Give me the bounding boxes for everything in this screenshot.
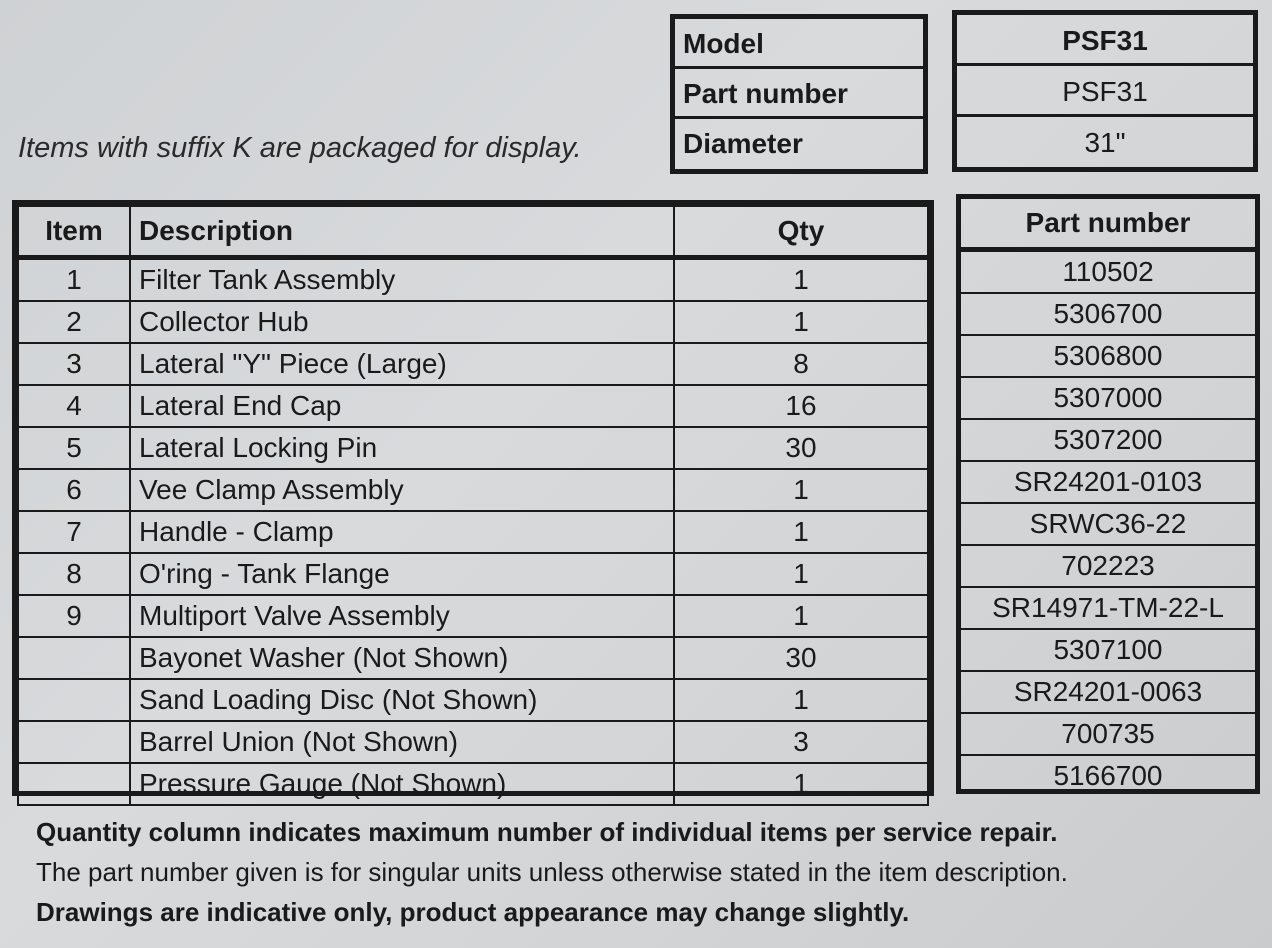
item-qty: 1 [674, 679, 928, 721]
item-description: Multiport Valve Assembly [130, 595, 674, 637]
model-spec-labels [670, 14, 928, 174]
part-number-cell: 5307000 [961, 377, 1255, 419]
part-number-cell: 702223 [961, 545, 1255, 587]
item-description: Filter Tank Assembly [130, 258, 674, 302]
item-description: O'ring - Tank Flange [130, 553, 674, 595]
footer-quantity-note: Quantity column indicates maximum number of individual items per service repair. [36, 817, 1058, 847]
spec-label-part-number: Part number [675, 69, 923, 119]
item-qty: 1 [674, 595, 928, 637]
table-row [18, 385, 928, 427]
table-row [18, 679, 928, 721]
item-description: Sand Loading Disc (Not Shown) [130, 679, 674, 721]
part-number-cell: 5306700 [961, 293, 1255, 335]
item-qty: 1 [674, 469, 928, 511]
item-qty: 30 [674, 427, 928, 469]
part-number-cell: 5166700 [1053, 760, 1163, 791]
item-description: Lateral Locking Pin [130, 427, 674, 469]
item-number: 6 [18, 469, 130, 511]
footer-notes [36, 812, 1272, 932]
table-row [18, 595, 928, 637]
part-number-cell: 5307200 [961, 419, 1255, 461]
table-row [18, 301, 928, 343]
item-qty: 3 [674, 721, 928, 763]
part-number-cell: 700735 [961, 713, 1255, 755]
item-description: Lateral "Y" Piece (Large) [130, 343, 674, 385]
part-number-cell: SR24201-0063 [961, 671, 1255, 713]
parts-table-header [18, 206, 928, 258]
table-row [18, 343, 928, 385]
item-number: 8 [18, 553, 130, 595]
item-number: 4 [18, 385, 130, 427]
header-description: Description [130, 206, 674, 258]
item-description: Barrel Union (Not Shown) [130, 721, 674, 763]
footer-drawings-note: Drawings are indicative only, product appearance may change slightly. [36, 897, 910, 927]
table-row [18, 763, 928, 805]
table-row [18, 511, 928, 553]
header-qty: Qty [674, 206, 928, 258]
spec-value-diameter: 31" [1084, 127, 1126, 158]
item-description: Handle - Clamp [130, 511, 674, 553]
item-qty: 16 [674, 385, 928, 427]
item-number [18, 721, 130, 763]
part-number-cell: 5307100 [961, 629, 1255, 671]
item-qty: 30 [674, 637, 928, 679]
table-row [18, 427, 928, 469]
spec-label-diameter: Diameter [683, 128, 803, 159]
part-number-cell: SR14971-TM-22-L [961, 587, 1255, 629]
part-number-cell: SR24201-0103 [961, 461, 1255, 503]
item-number: 2 [18, 301, 130, 343]
item-description: Bayonet Washer (Not Shown) [130, 637, 674, 679]
table-row [18, 258, 928, 302]
model-spec-values [952, 10, 1258, 172]
item-number: 9 [18, 595, 130, 637]
item-description: Pressure Gauge (Not Shown) [130, 763, 674, 805]
header-part-number: Part number [961, 199, 1255, 250]
item-qty: 1 [674, 258, 928, 302]
item-description: Lateral End Cap [130, 385, 674, 427]
item-number [18, 679, 130, 721]
spec-label-model: Model [675, 19, 923, 69]
item-description: Vee Clamp Assembly [130, 469, 674, 511]
item-qty: 1 [674, 763, 928, 805]
table-row [18, 721, 928, 763]
header-item: Item [18, 206, 130, 258]
suffix-note: Items with suffix K are packaged for display. [18, 132, 582, 164]
table-row [18, 637, 928, 679]
item-qty: 8 [674, 343, 928, 385]
item-qty: 1 [674, 301, 928, 343]
item-qty: 1 [674, 553, 928, 595]
item-description: Collector Hub [130, 301, 674, 343]
part-number-cell: 110502 [961, 250, 1255, 294]
footer-part-number-note: The part number given is for singular units unless otherwise stated in the item description. [36, 857, 1068, 887]
item-number [18, 637, 130, 679]
table-row [18, 469, 928, 511]
item-qty: 1 [674, 511, 928, 553]
spec-value-model: PSF31 [957, 15, 1253, 66]
table-row [18, 553, 928, 595]
item-number [18, 763, 130, 805]
item-number: 1 [18, 258, 130, 302]
item-number: 5 [18, 427, 130, 469]
item-number: 7 [18, 511, 130, 553]
part-number-table [956, 194, 1260, 794]
parts-table [12, 200, 934, 799]
spec-value-part-number: PSF31 [957, 66, 1253, 117]
item-number: 3 [18, 343, 130, 385]
part-number-cell: SRWC36-22 [961, 503, 1255, 545]
part-number-cell: 5306800 [961, 335, 1255, 377]
